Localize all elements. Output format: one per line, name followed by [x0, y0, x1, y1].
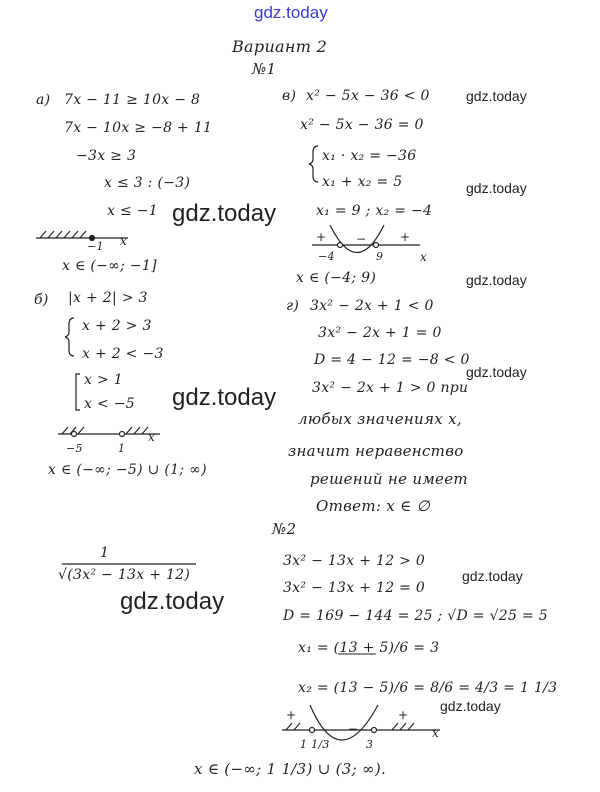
task2-fraction-num: 1 [100, 545, 110, 561]
watermark-small: gdz.today [440, 698, 501, 714]
task2-answer: x ∈ (−∞; 1 1/3) ∪ (3; ∞). [194, 760, 387, 778]
watermark-big: gdz.today [172, 384, 277, 411]
task2-fraction-den: √(3x² − 13x + 12) [58, 567, 191, 583]
part-g-line: решений не имеет [310, 470, 468, 488]
task2-line: x₂ = (13 − 5)/6 = 8/6 = 4/3 = 1 1/3 [298, 680, 558, 696]
part-v-line: x₁ + x₂ = 5 [322, 174, 403, 190]
part-b-result-bracket [76, 374, 80, 410]
part-g-line: 3x² − 2x + 1 = 0 [318, 325, 442, 341]
part-a-line: −3x ≥ 3 [76, 148, 137, 164]
task2-axis-var: x [432, 726, 440, 740]
task2-axis-point: 1 1/3 [300, 738, 330, 751]
task1-label: №1 [252, 60, 277, 78]
task2-line: x₁ = (13 + 5)/6 = 3 [298, 640, 440, 656]
part-b-system-brace [65, 318, 74, 356]
watermark-small: gdz.today [462, 568, 523, 584]
part-v-number-line [312, 225, 420, 253]
part-a-number-line [36, 231, 128, 241]
part-a-line: x ≤ −1 [107, 203, 158, 219]
task2-axis-point: 3 [366, 738, 374, 751]
part-b-axis-point: 1 [118, 442, 126, 455]
part-v-system-brace [309, 146, 318, 182]
part-a-line: 7x − 11 ≥ 10x − 8 [64, 92, 201, 108]
part-v-axis-sign: + [400, 230, 411, 244]
part-v-answer: x ∈ (−4; 9) [296, 270, 377, 286]
watermark-big: gdz.today [120, 588, 225, 615]
variant-title: Вариант 2 [232, 37, 328, 56]
part-a-answer: x ∈ (−∞; −1] [62, 258, 157, 274]
part-v-label: в) [282, 88, 297, 104]
part-a-axis-point: −1 [87, 240, 104, 253]
watermark-small: gdz.today [466, 88, 527, 104]
part-v-axis-sign: + [316, 230, 327, 244]
task2-line: 3x² − 13x + 12 = 0 [283, 580, 426, 596]
task2-axis-sign: + [398, 708, 409, 722]
task2-line: 3x² − 13x + 12 > 0 [283, 553, 426, 569]
part-v-axis-var: x [420, 250, 428, 264]
part-v-axis-point: 9 [376, 250, 384, 263]
task2-line: D = 169 − 144 = 25 ; √D = √25 = 5 [283, 608, 548, 624]
part-v-line: x² − 5x − 36 < 0 [306, 88, 430, 104]
part-g-line: 3x² − 2x + 1 > 0 при [312, 380, 469, 396]
header-watermark: gdz.today [254, 3, 328, 22]
part-a-axis-var: x [120, 234, 128, 248]
watermark-big: gdz.today [172, 200, 277, 227]
part-b-line: |x + 2| > 3 [68, 290, 148, 306]
part-g-answer: Ответ: x ∈ ∅ [316, 497, 430, 515]
part-g-label: г) [286, 298, 300, 314]
part-b-line: x + 2 > 3 [82, 318, 152, 334]
task2-number-line [282, 705, 440, 740]
task2-label: №2 [272, 520, 297, 538]
part-b-axis-point: −5 [66, 442, 83, 455]
part-a-label: а) [36, 92, 51, 108]
part-v-line: x₁ · x₂ = −36 [322, 148, 417, 164]
task2-axis-sign: + [286, 708, 297, 722]
part-v-line: x² − 5x − 36 = 0 [300, 117, 424, 133]
part-v-line: x₁ = 9 ; x₂ = −4 [316, 203, 433, 219]
part-b-answer: x ∈ (−∞; −5) ∪ (1; ∞) [48, 462, 207, 478]
watermark-small: gdz.today [466, 364, 527, 380]
part-a-line: 7x − 10x ≥ −8 + 11 [64, 120, 213, 136]
watermark-small: gdz.today [466, 272, 527, 288]
part-b-line: x > 1 [84, 372, 123, 388]
part-a-line: x ≤ 3 : (−3) [104, 175, 191, 191]
part-b-label: б) [34, 292, 49, 308]
part-g-line: значит неравенство [288, 442, 464, 460]
part-v-axis-point: −4 [318, 250, 335, 263]
part-g-line: D = 4 − 12 = −8 < 0 [314, 352, 470, 368]
watermark-small: gdz.today [466, 180, 527, 196]
part-b-number-line [58, 427, 160, 437]
task2-axis-sign: − [348, 722, 359, 736]
part-b-line: x < −5 [84, 396, 135, 412]
part-v-axis-sign: − [356, 232, 367, 246]
part-g-line: 3x² − 2x + 1 < 0 [310, 298, 434, 314]
part-b-line: x + 2 < −3 [82, 346, 164, 362]
part-g-line: любых значениях x, [298, 410, 462, 428]
part-b-axis-var: x [148, 430, 156, 444]
